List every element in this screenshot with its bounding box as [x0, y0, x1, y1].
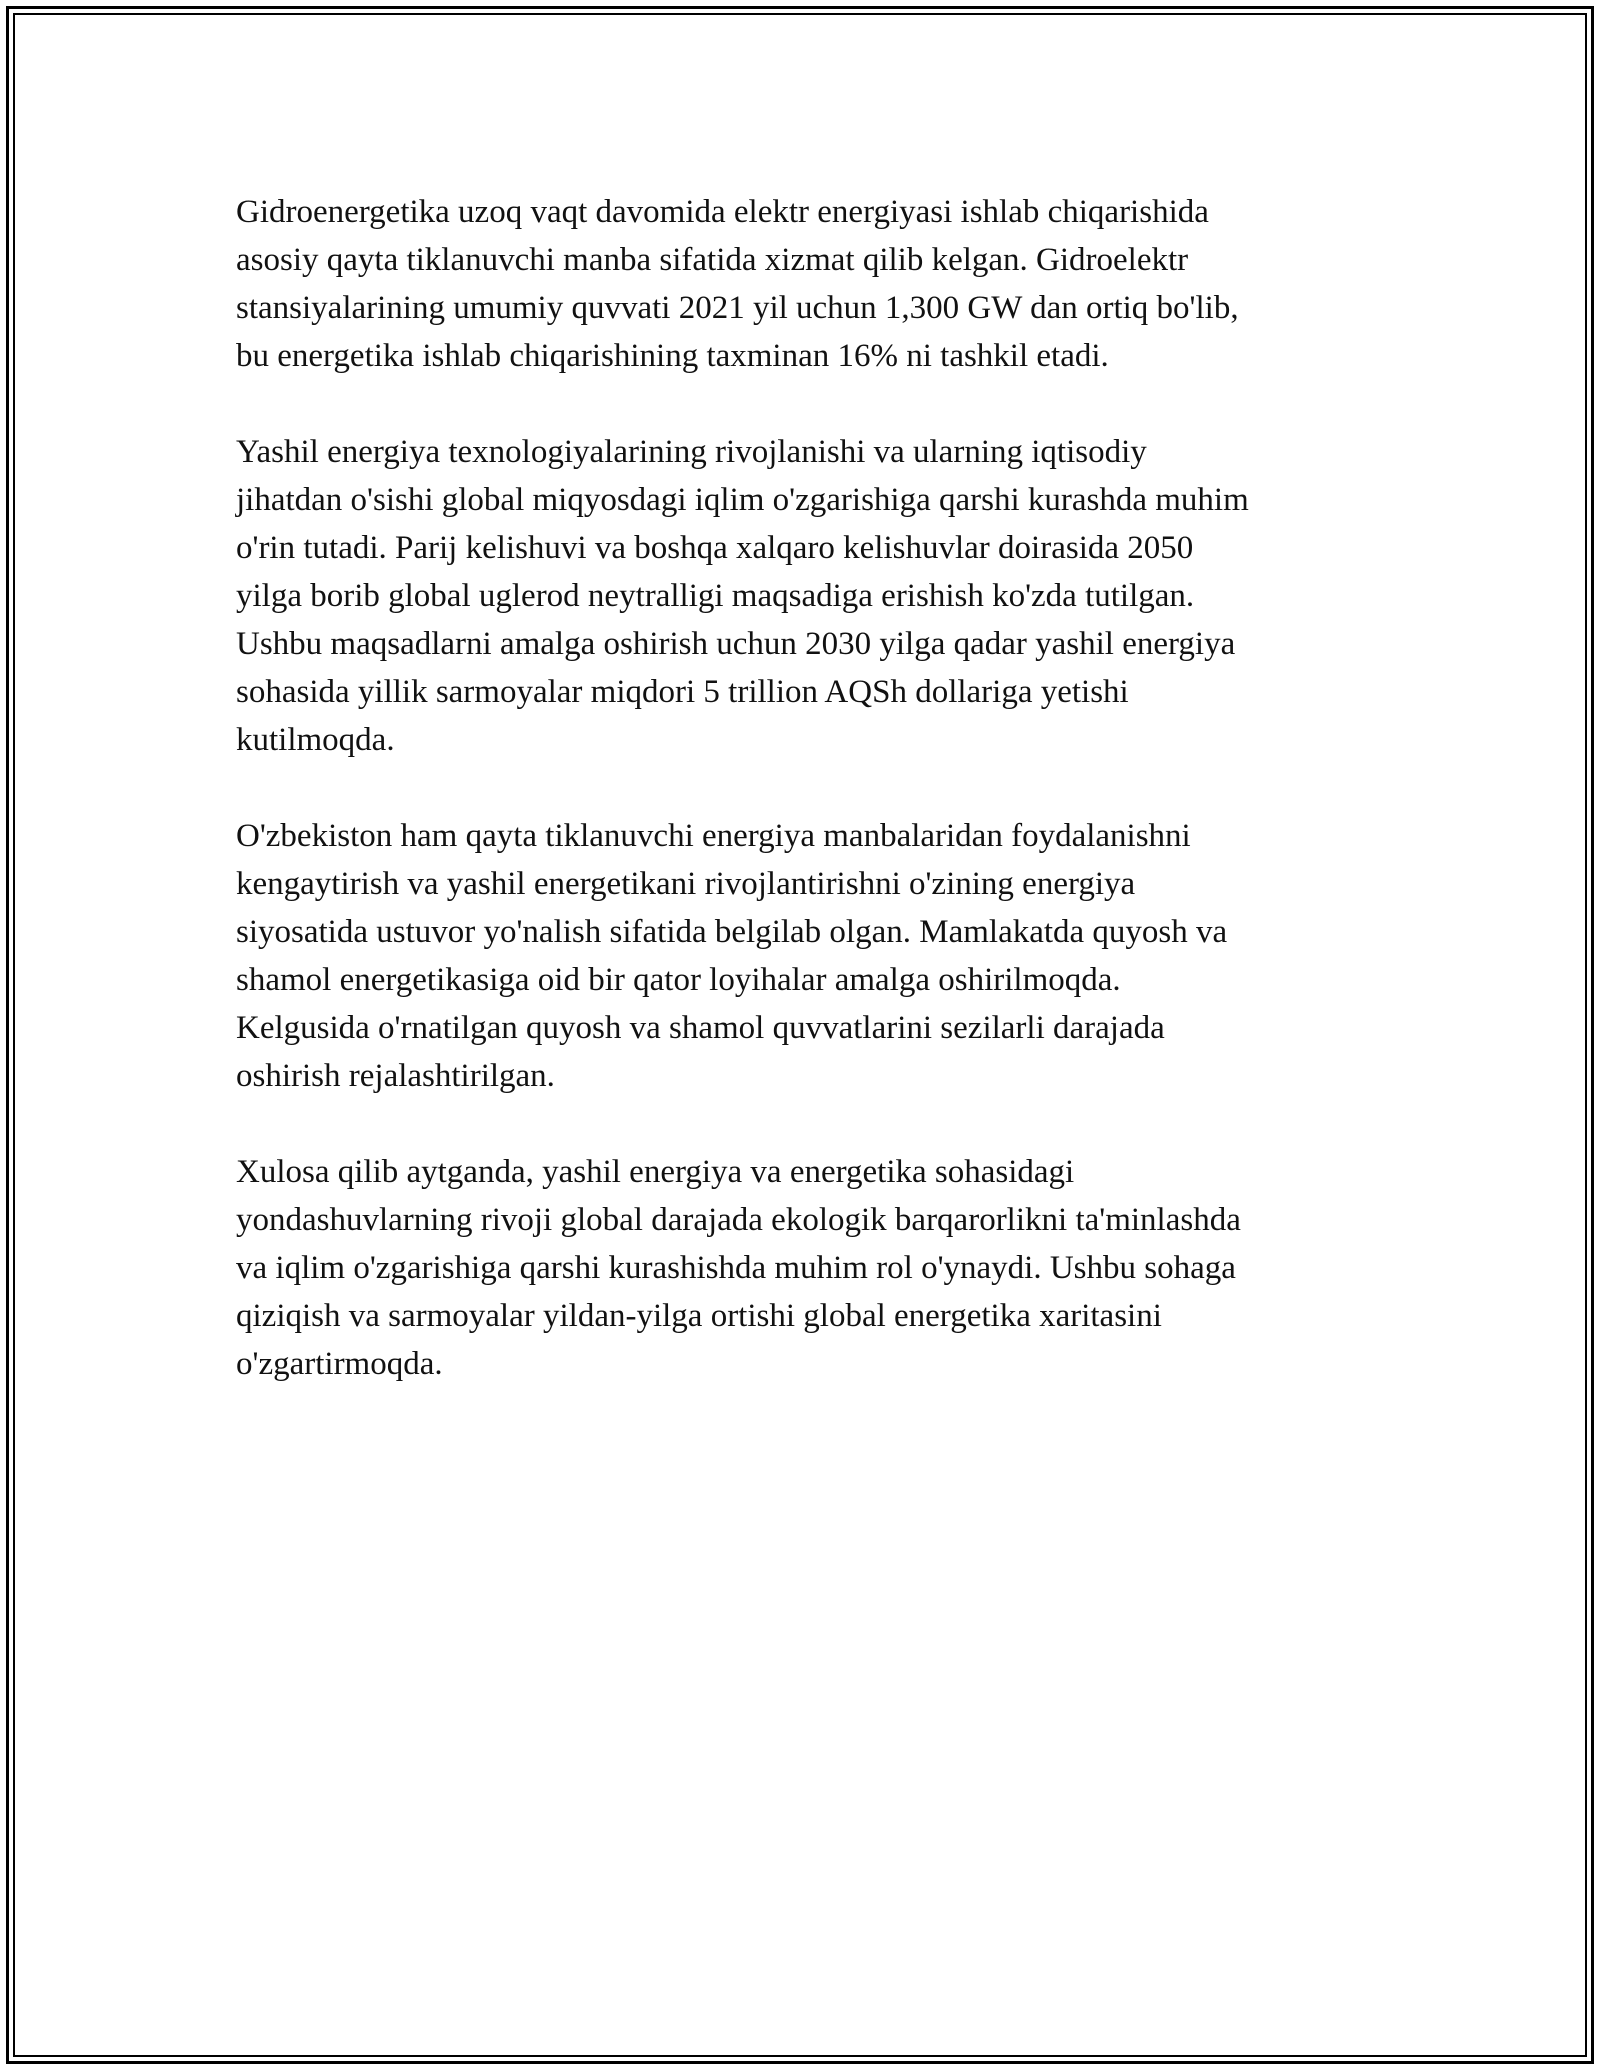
paragraph-green-energy: Yashil energiya texnologiyalarining rivojlanishi va ularning iqtisodiy jihatdan o'sishi global miqyosdagi iqlim o'zgarishiga qarshi kurashda muhim o'rin tutadi. Parij kelishuvi va boshqa xalqaro kelishuvlar doirasida 2050 yilga borib global uglerod neytralligi maqsadiga erishish ko'zda tutilgan. Ushbu maqsadlarni amalga oshirish uchun 2030 yilga qadar yashil energiya sohasida yillik sarmoyalar miqdori 5 trillion AQSh dollariga yetishi kutilmoqda. — [236, 434, 1249, 758]
document-body — [236, 188, 1366, 1436]
paragraph-conclusion: Xulosa qilib aytganda, yashil energiya va energetika sohasidagi yondashuvlarning rivoji global darajada ekologik barqarorlikni ta'minlashda va iqlim o'zgarishiga qarshi kurashishda muhim rol o'ynaydi. Ushbu sohaga qiziqish va sarmoyalar yildan-yilga ortishi global energetika xaritasini o'zgartirmoqda. — [236, 1154, 1241, 1382]
paragraph-uzbekistan: O'zbekiston ham qayta tiklanuvchi energiya manbalaridan foydalanishni kengaytirish va yashil energetikani rivojlantirishni o'zining energiya siyosatida ustuvor yo'nalish sifatida belgilab olgan. Mamlakatda quyosh va shamol energetikasiga oid bir qator loyihalar amalga oshirilmoqda. Kelgusida o'rnatilgan quyosh va shamol quvvatlarini sezilarli darajada oshirish rejalashtirilgan. — [236, 818, 1228, 1094]
paragraph-hydropower: Gidroenergetika uzoq vaqt davomida elektr energiyasi ishlab chiqarishida asosiy qayta tiklanuvchi manba sifatida xizmat qilib kelgan. Gidroelektr stansiyalarining umumiy quvvati 2021 yil uchun 1,300 GW dan ortiq bo'lib, bu energetika ishlab chiqarishining taxminan 16% ni tashkil etadi. — [236, 194, 1239, 374]
